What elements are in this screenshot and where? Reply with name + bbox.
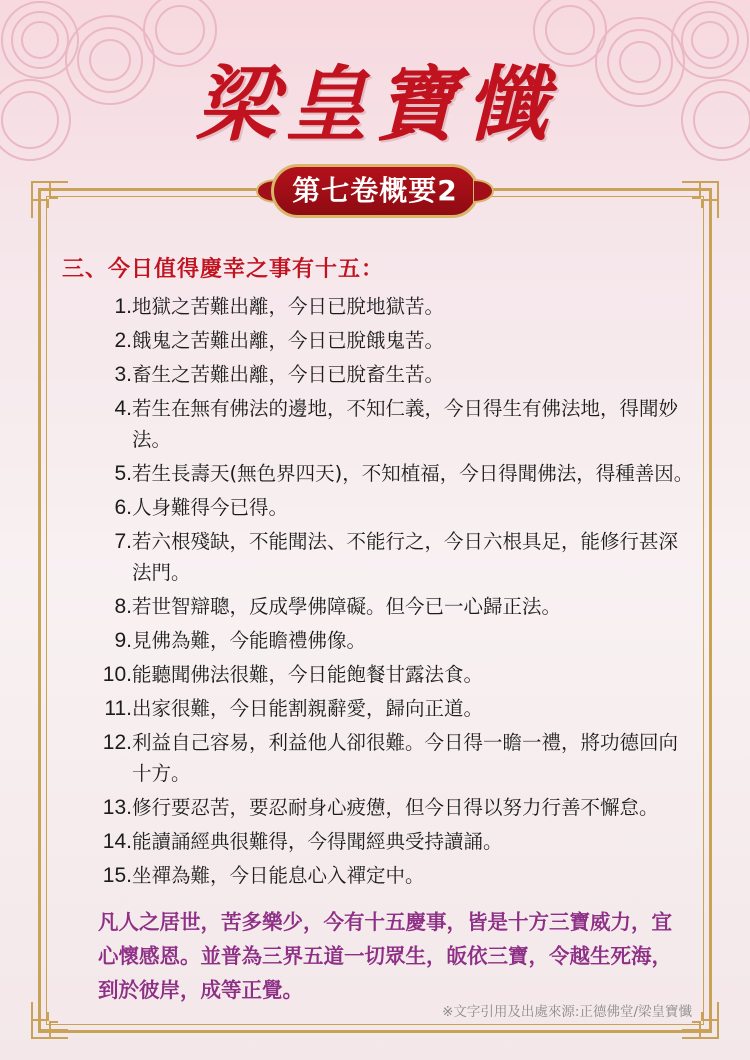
list-item xyxy=(62,659,702,690)
item-number: 3. xyxy=(114,363,132,386)
item-text: 修行要忍苦，要忍耐身心疲憊，但今日得以努力行善不懈怠。 xyxy=(132,796,659,819)
list-item xyxy=(62,727,702,789)
item-number: 15. xyxy=(102,864,132,887)
list-item xyxy=(62,291,702,322)
list-item xyxy=(62,325,702,356)
badge-right-ornament-icon xyxy=(473,176,495,206)
item-number: 14. xyxy=(102,830,132,853)
item-text: 利益自己容易，利益他人卻很難。今日得一瞻一禮，將功德回向十方。 xyxy=(132,731,679,785)
list-item xyxy=(62,792,702,823)
item-number: 1. xyxy=(114,295,132,318)
list-item xyxy=(62,526,702,588)
item-number: 11. xyxy=(104,697,132,720)
item-text: 若六根殘缺，不能聞法、不能行之，今日六根具足，能修行甚深法門。 xyxy=(132,530,679,584)
list-item xyxy=(62,591,702,622)
item-text: 能讀誦經典很難得，今得聞經典受持讀誦。 xyxy=(132,830,503,853)
item-text: 見佛為難，今能瞻禮佛像。 xyxy=(132,629,367,652)
corner-ornament-icon xyxy=(680,180,720,220)
content-area xyxy=(62,252,702,1007)
list-item xyxy=(62,458,702,489)
item-number: 5. xyxy=(114,462,132,485)
list-item xyxy=(62,693,702,724)
blessings-list xyxy=(62,291,702,891)
item-number: 10. xyxy=(102,663,132,686)
item-text: 出家很難，今日能割親辭愛，歸向正道。 xyxy=(132,697,484,720)
section-heading: 三、今日值得慶幸之事有十五： xyxy=(62,257,385,282)
source-note: ※文字引用及出處來源:正德佛堂/梁皇寶懺 xyxy=(442,1004,692,1020)
list-item xyxy=(62,492,702,523)
item-text: 地獄之苦難出離，今日已脫地獄苦。 xyxy=(132,295,445,318)
item-number: 8. xyxy=(114,595,132,618)
item-number: 9. xyxy=(114,629,132,652)
item-text: 若生在無有佛法的邊地，不知仁義，今日得生有佛法地，得聞妙法。 xyxy=(132,397,679,451)
section-badge xyxy=(255,158,495,224)
list-item xyxy=(62,393,702,455)
item-number: 12. xyxy=(102,731,132,754)
item-text: 人身難得今已得。 xyxy=(132,496,289,519)
list-item xyxy=(62,860,702,891)
item-text: 坐禪為難，今日能息心入禪定中。 xyxy=(132,864,425,887)
item-text: 畜生之苦難出離，今日已脫畜生苦。 xyxy=(132,363,445,386)
corner-ornament-icon xyxy=(30,180,70,220)
item-text: 餓鬼之苦難出離，今日已脫餓鬼苦。 xyxy=(132,329,445,352)
item-number: 7. xyxy=(114,530,132,553)
list-item xyxy=(62,625,702,656)
item-number: 2. xyxy=(114,329,132,352)
item-number: 6. xyxy=(114,496,132,519)
list-item xyxy=(62,826,702,857)
badge-label: 第七卷概要2 xyxy=(271,164,479,218)
item-number: 4. xyxy=(114,397,132,420)
page-title: 梁皇寶懺 xyxy=(195,57,555,153)
item-text: 若生長壽天(無色界四天)，不知植福，今日得聞佛法，得種善因。 xyxy=(132,462,694,485)
list-item xyxy=(62,359,702,390)
item-text: 若世智辯聰，反成學佛障礙。但今已一心歸正法。 xyxy=(132,595,562,618)
item-number: 13. xyxy=(102,796,132,819)
closing-paragraph: 凡人之居世，苦多樂少，今有十五慶事，皆是十方三寶威力，宜心懷感恩。並普為三界五道一切眾生，皈依三寶，令越生死海，到於彼岸，成等正覺。 xyxy=(98,910,672,1002)
item-text: 能聽聞佛法很難，今日能飽餐甘露法食。 xyxy=(132,663,484,686)
